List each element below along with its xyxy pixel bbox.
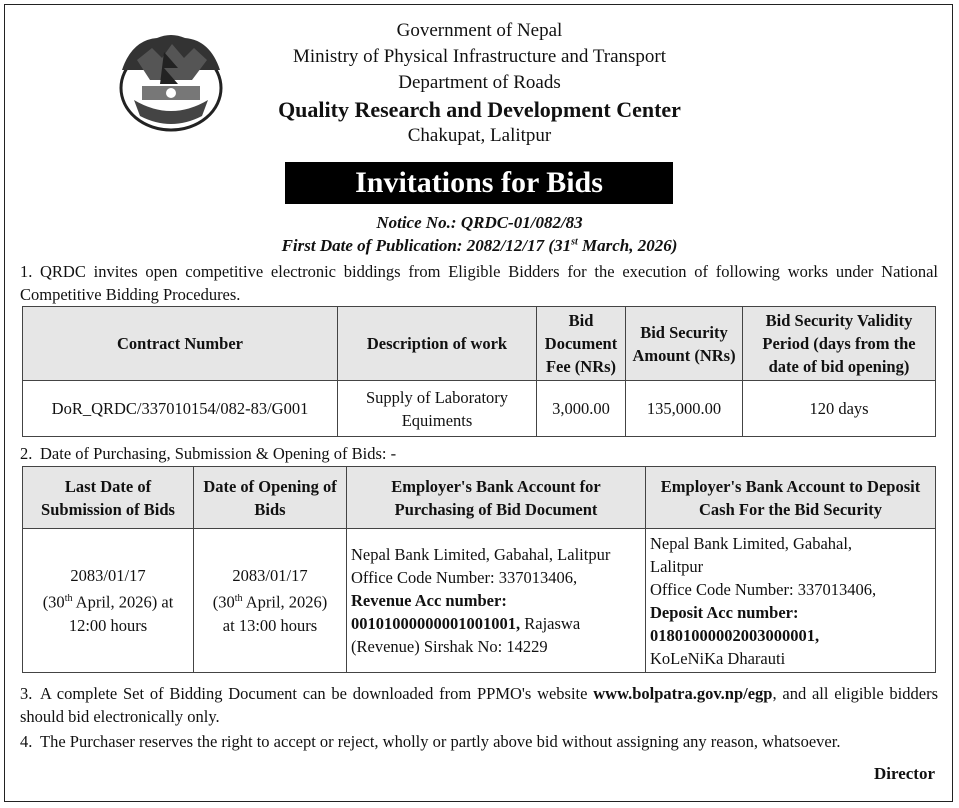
- table-row: [23, 381, 936, 437]
- purchase-account: Nepal Bank Limited, Gabahal, Lalitpur Office Code Number: 337013406, Revenue Acc number: 00101000000001001001, Rajaswa (Revenue) Sirshak No: 14229: [347, 529, 646, 673]
- table-cell: DoR_QRDC/337010154/082-83/G001: [23, 381, 338, 437]
- header-department: Department of Roads: [398, 72, 561, 93]
- table-cell: Supply of Laboratory Equiments: [338, 381, 537, 437]
- deposit-account: Nepal Bank Limited, Gabahal, Lalitpur Office Code Number: 337013406, Deposit Acc number: 01801000002003000001, KoLeNiKa Dharauti: [646, 529, 936, 673]
- header-center: Quality Research and Development Center: [278, 97, 681, 122]
- signature: Director: [873, 764, 935, 783]
- paragraph-4: 4. The Purchaser reserves the right to accept or reject, wholly or partly above bid without assigning any reason, whatsoever.: [20, 732, 841, 751]
- publication-date: First Date of Publication: 2082/12/17 (31st March, 2026): [281, 236, 678, 255]
- header-government: Government of Nepal: [396, 20, 563, 41]
- table-cell: 3,000.00: [537, 381, 626, 437]
- table-header: Bid Document Fee (NRs): [537, 307, 626, 381]
- table-cell: 120 days: [743, 381, 936, 437]
- header-location: Chakupat, Lalitpur: [407, 125, 552, 146]
- table-header: Description of work: [338, 307, 537, 381]
- table-header: Last Date of Submission of Bids: [23, 467, 194, 529]
- paragraph-2: 2. Date of Purchasing, Submission & Opening of Bids: -: [20, 444, 397, 463]
- submission-deadline: 2083/01/17 (30th April, 2026) at 12:00 hours: [23, 529, 194, 673]
- paragraph-1: 1. QRDC invites open competitive electronic biddings from Eligible Bidders for the execution of following works under National Competitive Bidding Procedures.: [20, 262, 938, 304]
- table-row: [23, 529, 936, 673]
- table-header: Contract Number: [23, 307, 338, 381]
- table-cell: 135,000.00: [626, 381, 743, 437]
- table-header: Bid Security Validity Period (days from the date of bid opening): [743, 307, 936, 381]
- header-ministry: Ministry of Physical Infrastructure and Transport: [292, 46, 667, 67]
- contract-table: [22, 306, 936, 437]
- bid-schedule-table: [22, 466, 936, 673]
- table-header: Date of Opening of Bids: [194, 467, 347, 529]
- paragraph-3: 3. A complete Set of Bidding Document can be downloaded from PPMO's website www.bolpatra.gov.np/egp, and all eligible bidders should bid electronically only.: [20, 684, 939, 726]
- page-title: Invitations for Bids: [285, 162, 673, 204]
- table-header: Employer's Bank Account for Purchasing of Bid Document: [347, 467, 646, 529]
- ppmo-link[interactable]: www.bolpatra.gov.np/egp: [593, 684, 773, 703]
- opening-date: 2083/01/17 (30th April, 2026) at 13:00 hours: [194, 529, 347, 673]
- table-header: Bid Security Amount (NRs): [626, 307, 743, 381]
- notice-number: Notice No.: QRDC-01/082/83: [376, 213, 583, 232]
- table-header: Employer's Bank Account to Deposit Cash For the Bid Security: [646, 467, 936, 529]
